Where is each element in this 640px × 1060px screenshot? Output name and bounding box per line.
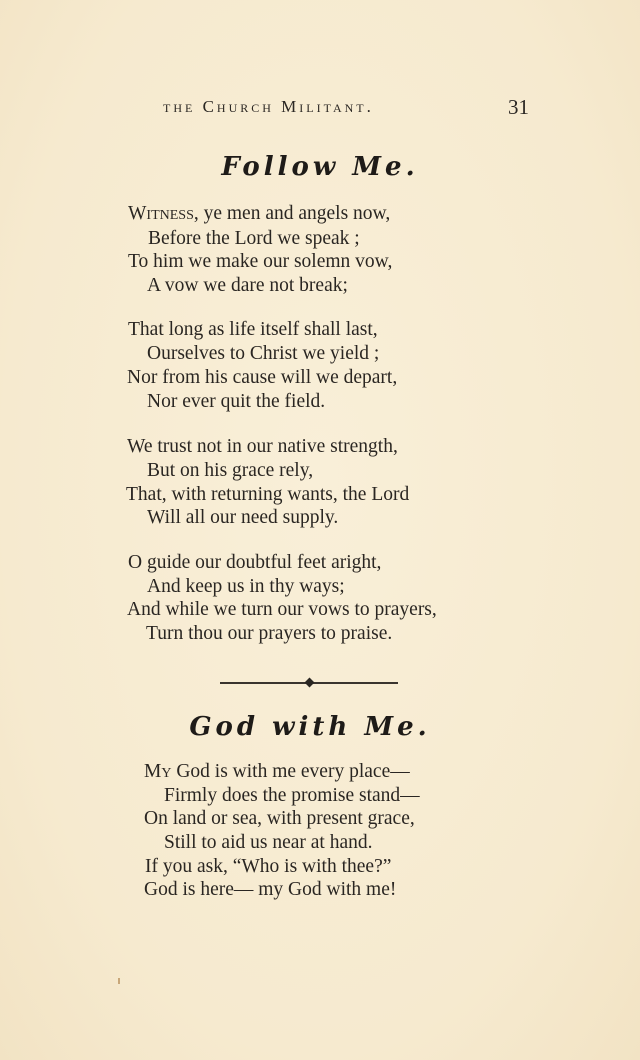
verse-line: A vow we dare not break; <box>147 275 348 296</box>
verse-line: Will all our need supply. <box>147 507 339 528</box>
verse-line: That long as life itself shall last, <box>128 319 378 340</box>
verse-line: But on his grace rely, <box>147 460 314 481</box>
divider-ornament-icon <box>305 678 315 688</box>
verse-line: That, with returning wants, the Lord <box>126 484 410 505</box>
paper-speck <box>118 978 120 984</box>
verse-line: Before the Lord we speak ; <box>148 228 360 249</box>
verse-line: We trust not in our native strength, <box>127 436 398 457</box>
running-head-title: Church Militant. <box>202 97 374 116</box>
verse-line: On land or sea, with present grace, <box>144 808 415 829</box>
verse-line: Nor from his cause will we depart, <box>127 367 398 388</box>
verse-line <box>144 760 410 784</box>
verse-line: Still to aid us near at hand. <box>164 832 373 853</box>
verse-line: To him we make our solemn vow, <box>128 251 393 272</box>
verse-line-text: God is with me every place— <box>171 761 410 782</box>
verse-opening-word: My <box>144 761 172 782</box>
verse-line: Firmly does the promise stand— <box>164 785 420 806</box>
verse-line: And while we turn our vows to prayers, <box>127 599 437 620</box>
running-head-prefix: the <box>163 97 196 116</box>
running-head <box>163 97 374 117</box>
verse-line: And keep us in thy ways; <box>147 576 345 597</box>
verse-line: If you ask, “Who is with thee?” <box>145 856 392 877</box>
verse-line <box>128 202 390 226</box>
page-number: 31 <box>508 95 529 119</box>
poem-title-follow-me: Follow Me. <box>221 152 419 182</box>
poem-title-god-with-me: God with Me. <box>189 712 431 742</box>
verse-line: O guide our doubtful feet aright, <box>128 552 382 573</box>
verse-opening-word: Witness, <box>128 203 199 224</box>
verse-line: Ourselves to Christ we yield ; <box>147 343 380 364</box>
verse-line: Nor ever quit the field. <box>147 391 326 412</box>
verse-line-text: ye men and angels now, <box>198 203 391 224</box>
verse-line: Turn thou our prayers to praise. <box>146 623 393 644</box>
verse-line: God is here— my God with me! <box>144 879 397 900</box>
